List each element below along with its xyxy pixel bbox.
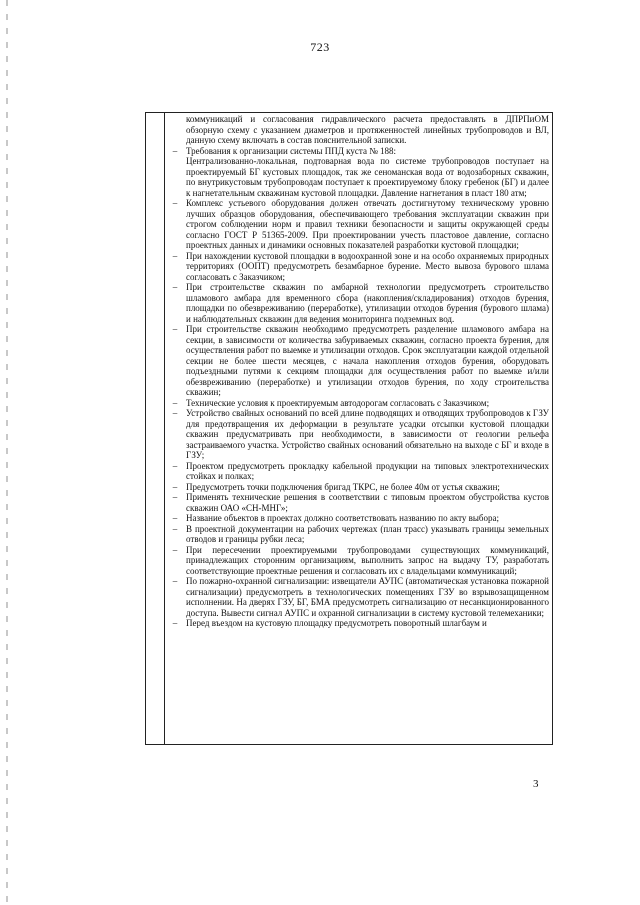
list-item-text: При строительстве скважин необходимо предусмотреть разделение шламового амбара на секции, в зависимости от количества забуриваемых скважин, согласно проекта бурения, для осуществления работ по выемке и утилизации отходов. Срок эксплуатации каждой отдельной секции не более шести месяцев, с начала накопления отходов бурения, оборудовать подъездными путями к секциям площадки для осуществления работ по выемке и/или обезвреживанию (переработке) и утилизации отходов бурения, по ходу строительства скважин;: [186, 324, 549, 397]
list-item: [172, 523, 549, 545]
list-item-text: Перед въездом на кустовую площадку предусмотреть поворотный шлагбаум и: [186, 618, 487, 628]
scan-edge-artifact: [6, 0, 8, 905]
list-dash: –: [172, 145, 178, 156]
list-item: [172, 481, 549, 493]
list-dash: –: [172, 513, 178, 523]
list-item: [172, 324, 549, 398]
list-dash: –: [172, 576, 178, 586]
list-dash: –: [172, 460, 178, 471]
list-item-text: Предусмотреть точки подключения бригад ТКРС, не более 40м от устья скважин;: [186, 481, 500, 492]
list-item: [172, 282, 549, 324]
list-item-text: В проектной документации на рабочих чертежах (план трасс) указывать границы земельных отводов и границы рубки леса;: [186, 523, 549, 544]
intro-paragraph: коммуникаций и согласования гидравлического расчета предоставлять в ДПРПиОМ обзорную схему с указанием диаметров и протяженностей линейных трубопроводов и ВЛ, данную схему включать в состав пояснительной записки.: [186, 114, 549, 145]
list-item-text: При пересечении проектируемыми трубопроводами существующих коммуникаций, принадлежащих сторонним организациям, выполнить запрос на выдачу ТУ, разработать соответствующие проектные решения и согласовать их с владельцами коммуникаций;: [186, 544, 549, 576]
list-item-text: Технические условия к проектируемым автодорогам согласовать с Заказчиком;: [186, 397, 490, 408]
list-dash: –: [172, 492, 178, 502]
list-dash: –: [172, 618, 178, 628]
list-item: [172, 397, 549, 409]
list-dash: –: [172, 282, 178, 292]
list-item-text: По пожарно-охранной сигнализации: извещатели АУПС (автоматическая установка пожарной сигнализации) предусмотреть в технологических помещениях ГЗУ во взрывозащищенном исполнении. На дверях ГЗУ, БГ, БМА предусмотреть сигнализацию от несанкционированного доступа. Вывести сигнал АУПС и охранной сигнализации в систему кустовой телемеханики;: [186, 576, 549, 618]
list-dash: –: [172, 397, 178, 408]
list-item: [172, 145, 549, 199]
list-item-text: Применять технические решения в соответствии с типовым проектом обустройства кустов скважин ОАО «СН-МНГ»;: [186, 492, 549, 513]
page-number-footer: 3: [533, 778, 539, 790]
list-item-text: При нахождении кустовой площадки в водоохранной зоне и на особо охраняемых природных территориях (ООПТ) предусмотреть безамбарное бурение. Место вывоза бурового шлама согласовать с Заказчиком;: [186, 250, 549, 282]
document-body: [172, 114, 549, 629]
list-item-text: При строительстве скважин по амбарной технологии предусмотреть строительство шламового амбара для временного сбора (накопления/складирования) отходов бурения, площадки по обезвреживанию (переработке), утилизации отходов бурения (бурового шлама) и наблюдательных скважин для ведения мониторинга подземных вод.: [186, 282, 549, 324]
list-item: [172, 544, 549, 577]
list-item-text: Требования к организации системы ППД куста № 188:: [186, 145, 397, 156]
list-item-text: Название объектов в проектах должно соответствовать названию по акту выбора;: [186, 513, 500, 523]
list-dash: –: [172, 198, 178, 208]
list-item: [172, 250, 549, 283]
list-dash: –: [172, 544, 178, 555]
list-item: [172, 198, 549, 251]
list-dash: –: [172, 250, 178, 261]
list-dash: –: [172, 408, 178, 418]
list-item: [172, 576, 549, 618]
list-item: [172, 618, 549, 629]
list-dash: –: [172, 481, 178, 492]
list-dash: –: [172, 324, 178, 334]
list-item: [172, 492, 549, 513]
requirements-list: [172, 145, 549, 629]
table-column-divider: [164, 112, 165, 745]
list-item-text: Комплекс устьевого оборудования должен отвечать достигнутому техническому уровню лучших образцов оборудования, обеспечивающего требования эксплуатации скважин при строгом соблюдении норм и правил техники безопасности и защиты окружающей среды согласно ГОСТ Р 51365-2009. При проектировании учесть пластовое давление, согласно проектных данных и динамики основных показателей разработки кустовой площадки;: [186, 198, 549, 250]
list-dash: –: [172, 523, 178, 534]
list-item-text: Централизованно-локальная, подтоварная вода по системе трубопроводов поступает на проектируемый БГ кустовых площадок, так же сеноманская вода от водозаборных скважин, по внутрикустовым трубопроводам поступает к проектируемому блоку гребенок (БГ) и далее к нагнетательным скважинам кустовой площадки. Давление нагнетания в пласт 180 атм;: [186, 156, 549, 198]
list-item: [172, 408, 549, 461]
list-item-text: Проектом предусмотреть прокладку кабельной продукции на типовых электротехнических стойках и полках;: [186, 460, 549, 481]
list-item: [172, 513, 549, 524]
page-number-top: 723: [310, 40, 330, 54]
list-item-text: Устройство свайных оснований по всей длине подводящих и отводящих трубопроводов к ГЗУ для предотвращения их деформации в результате усадки отсыпки кустовой площадки скважин предусматривать при необходимости, в зависимости от геологии рельефа застраиваемого участка. Устройство свайных оснований обязательно на выходе с БГ и входе в ГЗУ;: [186, 408, 549, 460]
list-item: [172, 460, 549, 482]
